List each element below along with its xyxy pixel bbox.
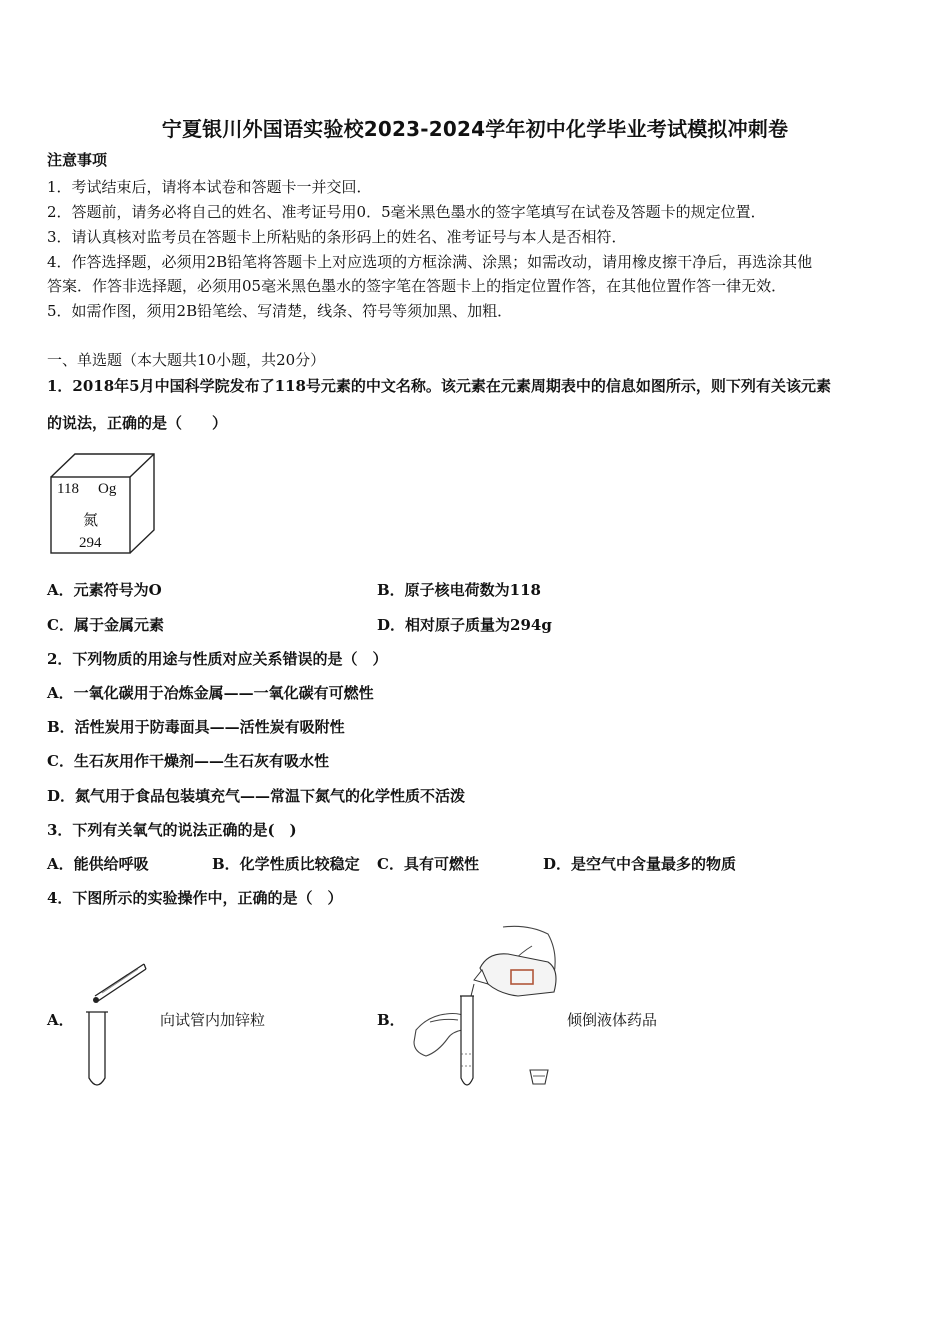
q1-stem-line2: 的说法，正确的是（ ） <box>47 414 228 432</box>
pouring-liquid-figure <box>408 922 568 1094</box>
test-tube-zinc-figure <box>80 960 155 1092</box>
notice-item: 4．作答选择题，必须用2B铅笔将答题卡上对应选项的方框涂满、涂黑；如需改动，请用橡皮擦干净后，再选涂其他 <box>47 253 813 271</box>
notice-item: 2．答题前，请务必将自己的姓名、准考证号用0．5毫米黑色墨水的签字笔填写在试卷及答题卡的规定位置． <box>47 203 766 221</box>
notice-item: 3．请认真核对监考员在答题卡上所粘贴的条形码上的姓名、准考证号与本人是否相符． <box>47 228 627 246</box>
q3-option-b[interactable]: B．化学性质比较稳定 <box>212 855 360 873</box>
page-title: 宁夏银川外国语实验校2023-2024学年初中化学毕业考试模拟冲刺卷 <box>161 117 789 141</box>
q1-option-d[interactable]: D．相对原子质量为294g <box>377 616 552 634</box>
element-name: 氮 <box>83 511 99 529</box>
notice-heading: 注意事项 <box>47 151 108 169</box>
q2-option-d[interactable]: D．氮气用于食品包装填充气——常温下氮气的化学性质不活泼 <box>47 787 466 805</box>
q4-stem: 4．下图所示的实验操作中，正确的是（ ） <box>47 889 343 907</box>
q1-option-b[interactable]: B．原子核电荷数为118 <box>377 581 541 599</box>
notice-item: 答案．作答非选择题，必须用05毫米黑色墨水的签字笔在答题卡上的指定位置作答，在其他位置作答一律无效． <box>47 277 787 295</box>
q3-option-a[interactable]: A．能供给呼吸 <box>47 855 149 873</box>
q3-stem: 3．下列有关氧气的说法正确的是( ) <box>47 821 297 839</box>
q4-option-a-caption: 向试管内加锌粒 <box>160 1011 266 1029</box>
element-symbol: Og <box>98 481 117 497</box>
q1-option-a[interactable]: A．元素符号为O <box>47 581 162 599</box>
element-number: 118 <box>57 481 79 497</box>
section-heading: 一、单选题（本大题共10小题，共20分） <box>47 351 326 369</box>
q3-option-c[interactable]: C．具有可燃性 <box>377 855 479 873</box>
q3-option-d[interactable]: D．是空气中含量最多的物质 <box>543 855 737 873</box>
q2-option-c[interactable]: C．生石灰用作干燥剂——生石灰有吸水性 <box>47 752 329 770</box>
element-mass: 294 <box>79 535 102 551</box>
q1-stem-line1: 1．2018年5月中国科学院发布了118号元素的中文名称。该元素在元素周期表中的信息如图所示，则下列有关该元素 <box>47 377 831 395</box>
q4-option-a[interactable]: A． <box>47 1011 74 1029</box>
q2-stem: 2．下列物质的用途与性质对应关系错误的是（ ） <box>47 650 388 668</box>
q4-option-b[interactable]: B． <box>377 1011 405 1029</box>
notice-item: 1．考试结束后，请将本试卷和答题卡一并交回． <box>47 178 372 196</box>
element-cell-figure <box>48 452 158 558</box>
q4-option-b-caption: 倾倒液体药品 <box>567 1011 658 1029</box>
notice-item: 5．如需作图，须用2B铅笔绘、写清楚，线条、符号等须加黑、加粗． <box>47 302 513 320</box>
q2-option-a[interactable]: A．一氧化碳用于冶炼金属——一氧化碳有可燃性 <box>47 684 374 702</box>
q1-option-c[interactable]: C．属于金属元素 <box>47 616 164 634</box>
q2-option-b[interactable]: B．活性炭用于防毒面具——活性炭有吸附性 <box>47 718 345 736</box>
